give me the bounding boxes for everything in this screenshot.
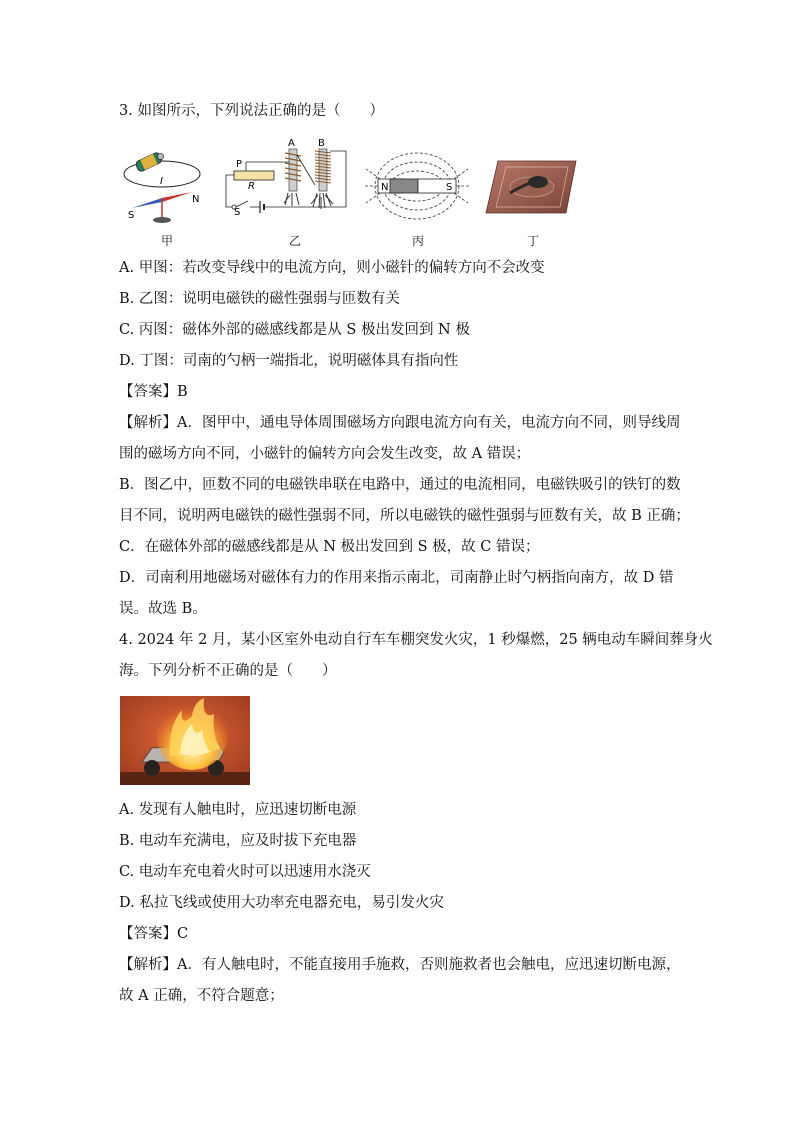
q4-stem-line: 4. 2024 年 2 月，某小区室外电动自行车车棚突发火灾，1 秒爆燃，25 辆电动车瞬间葬身火 — [119, 632, 713, 648]
q4-stem-line: 海。下列分析不正确的是（ ） — [119, 663, 337, 679]
compass-needle-south — [132, 198, 162, 208]
q3-option-b: B. 乙图：说明电磁铁的磁性强弱与匝数有关 — [119, 291, 400, 307]
q3-option-a: A. 甲图：若改变导线中的电流方向，则小磁针的偏转方向不会改变 — [119, 260, 545, 276]
fig-yi-p-label: P — [236, 159, 243, 170]
rheostat — [234, 171, 274, 180]
fig-bing-s-label: S — [446, 182, 453, 193]
fig-jia-s-label: S — [128, 210, 135, 221]
q3-stem: 3. 如图所示，下列说法正确的是（ ） — [119, 103, 384, 119]
scooter-rear-wheel — [144, 760, 160, 776]
q3-analysis-line: D．司南利用地磁场对磁体有力的作用来指示南北，司南静止时勺柄指向南方，故 D 错 — [119, 570, 674, 586]
q3-analysis-line: 围的磁场方向不同，小磁针的偏转方向会发生改变，故 A 错误； — [119, 446, 531, 462]
q4-analysis-line: 故 A 正确，不符合题意； — [119, 988, 284, 1004]
q3-analysis-line: C．在磁体外部的磁感线都是从 N 极出发回到 S 极，故 C 错误； — [119, 539, 540, 555]
q3-option-c: C. 丙图：磁体外部的磁感线都是从 S 极出发回到 N 极 — [119, 322, 470, 338]
fig-yi-b-label: B — [318, 138, 325, 149]
caption-ding: 丁 — [527, 234, 540, 248]
fig-bing-n-label: N — [381, 182, 389, 193]
q4-fire-photo — [120, 696, 250, 785]
caption-jia: 甲 — [161, 234, 174, 248]
q3-analysis-line: 目不同，说明两电磁铁的磁性强弱不同，所以电磁铁的磁性强弱与匝数有关，故 B 正确； — [119, 508, 690, 524]
q3-option-d: D. 丁图：司南的勺柄一端指北，说明磁体具有指向性 — [119, 353, 459, 369]
q4-answer: 【答案】C — [119, 926, 189, 942]
fig-yi-electromagnet-circuit — [222, 135, 352, 230]
q3-analysis-line: 误。故选 B。 — [119, 601, 207, 617]
q4-analysis-line: 【解析】A．有人触电时，不能直接用手施救，否则施救者也会触电，应迅速切断电源， — [119, 957, 681, 973]
fig-jia-n-label: N — [192, 194, 200, 205]
q4-option-c: C. 电动车充电着火时可以迅速用水浇灭 — [119, 864, 371, 880]
spoon-bowl — [528, 176, 548, 188]
q3-answer: 【答案】B — [119, 384, 188, 400]
fig-jia-wire-compass — [118, 148, 210, 230]
fig-ding-sinan-compass — [484, 157, 580, 217]
q4-option-b: B. 电动车充满电，应及时拔下充电器 — [119, 833, 357, 849]
caption-bing: 丙 — [412, 234, 425, 248]
q3-analysis-line: B．图乙中，匝数不同的电磁铁串联在电路中，通过的电流相同，电磁铁吸引的铁钉的数 — [119, 477, 681, 493]
switch — [236, 201, 248, 207]
compass-needle-north — [162, 192, 192, 202]
q4-option-a: A. 发现有人触电时，应迅速切断电源 — [119, 802, 357, 818]
fig-bing-bar-magnet-field — [362, 145, 472, 227]
q3-analysis-line: 【解析】A．图甲中，通电导体周围磁场方向跟电流方向有关，电流方向不同，则导线周 — [119, 415, 681, 431]
caption-yi: 乙 — [289, 234, 302, 248]
fig-yi-a-label: A — [288, 138, 295, 149]
fig-jia-current-label: I — [160, 176, 163, 187]
q4-option-d: D. 私拉飞线或使用大功率充电器充电，易引发火灾 — [119, 895, 444, 911]
fig-yi-r-label: R — [248, 181, 255, 192]
fig-yi-s-label: S — [234, 207, 241, 218]
